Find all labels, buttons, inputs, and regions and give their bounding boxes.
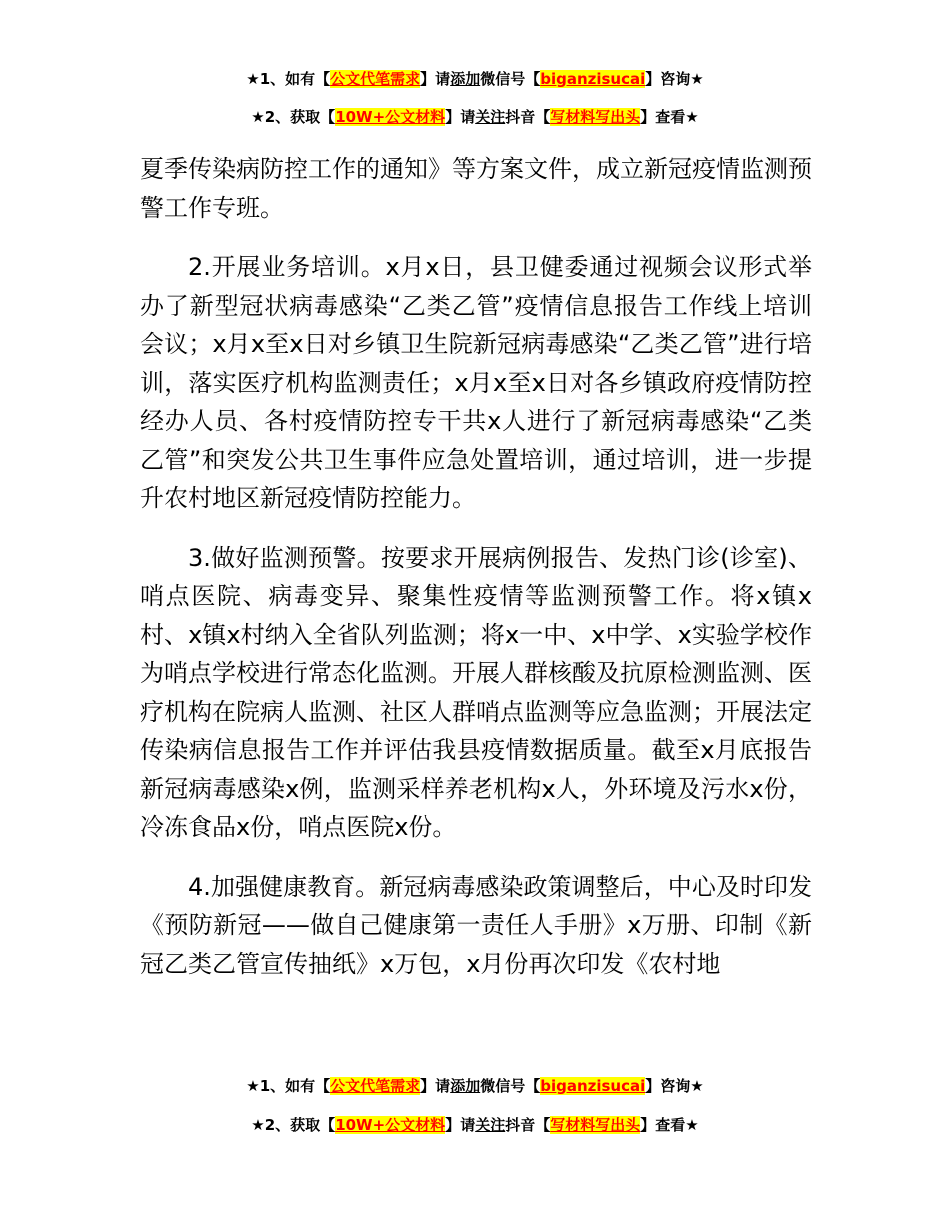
footer-banner-line-1	[0, 1075, 950, 1097]
header-banner-line-1	[0, 68, 950, 90]
banner-text: 】咨询★	[645, 70, 704, 88]
banner-highlight-wechat-id: biganzisucai	[540, 70, 646, 88]
banner-text: 】请	[420, 70, 451, 88]
footer-banner-line-2	[0, 1114, 950, 1136]
banner-highlight-douyin-id: 写材料写出头	[550, 1116, 641, 1134]
banner-text: 抖音【	[505, 108, 551, 126]
banner-text: 微信号【	[480, 70, 541, 88]
banner-text: 】请	[445, 108, 476, 126]
banner-highlight-materials: 10W+公文材料	[335, 1116, 446, 1134]
banner-underline-text: 关注	[475, 108, 506, 126]
header-banner-line-2	[0, 106, 950, 128]
paragraph-continuation: 夏季传染病防控工作的通知》等方案文件，成立新冠疫情监测预警工作专班。	[140, 155, 812, 222]
banner-text: ★2、获取【	[251, 1116, 336, 1134]
banner-highlight-service: 公文代笔需求	[330, 1077, 421, 1095]
banner-text: 】查看★	[640, 108, 699, 126]
banner-text: 微信号【	[480, 1077, 541, 1095]
paragraph-health-education: 4.加强健康教育。新冠病毒感染政策调整后，中心及时印发《预防新冠——做自己健康第一责任人手册》x万册、印制《新冠乙类乙管宣传抽纸》x万包，x月份再次印发《农村地	[140, 872, 812, 978]
banner-text: ★2、获取【	[251, 108, 336, 126]
document-body	[140, 150, 812, 983]
banner-text: 】咨询★	[645, 1077, 704, 1095]
banner-text: 】查看★	[640, 1116, 699, 1134]
banner-highlight-service: 公文代笔需求	[330, 70, 421, 88]
paragraph-business-training: 2.开展业务培训。x月x日，县卫健委通过视频会议形式举办了新型冠状病毒感染“乙类乙管”疫情信息报告工作线上培训会议；x月x至x日对乡镇卫生院新冠病毒感染“乙类乙管”进行培训，落实医疗机构监测责任；x月x至x日对各乡镇政府疫情防控经办人员、各村疫情防控专干共x人进行了新冠病毒感染“乙类乙管”和突发公共卫生事件应急处置培训，通过培训，进一步提升农村地区新冠疫情防控能力。	[140, 253, 812, 512]
banner-text: ★1、如有【	[246, 1077, 331, 1095]
banner-highlight-douyin-id: 写材料写出头	[550, 108, 641, 126]
banner-highlight-materials: 10W+公文材料	[335, 108, 446, 126]
banner-text: 】请	[420, 1077, 451, 1095]
paragraph-monitoring-warning: 3.做好监测预警。按要求开展病例报告、发热门诊(诊室)、哨点医院、病毒变异、聚集性疫情等监测预警工作。将x镇x村、x镇x村纳入全省队列监测；将x一中、x中学、x实验学校作为哨点学校进行常态化监测。开展人群核酸及抗原检测监测、医疗机构在院病人监测、社区人群哨点监测等应急监测；开展法定传染病信息报告工作并评估我县疫情数据质量。截至x月底报告新冠病毒感染x例，监测采样养老机构x人，外环境及污水x份，冷冻食品x份，哨点医院x份。	[140, 543, 812, 841]
banner-underline-text: 添加	[450, 1077, 481, 1095]
banner-underline-text: 关注	[475, 1116, 506, 1134]
banner-text: 】请	[445, 1116, 476, 1134]
banner-text: 抖音【	[505, 1116, 551, 1134]
banner-text: ★1、如有【	[246, 70, 331, 88]
banner-underline-text: 添加	[450, 70, 481, 88]
banner-highlight-wechat-id: biganzisucai	[540, 1077, 646, 1095]
